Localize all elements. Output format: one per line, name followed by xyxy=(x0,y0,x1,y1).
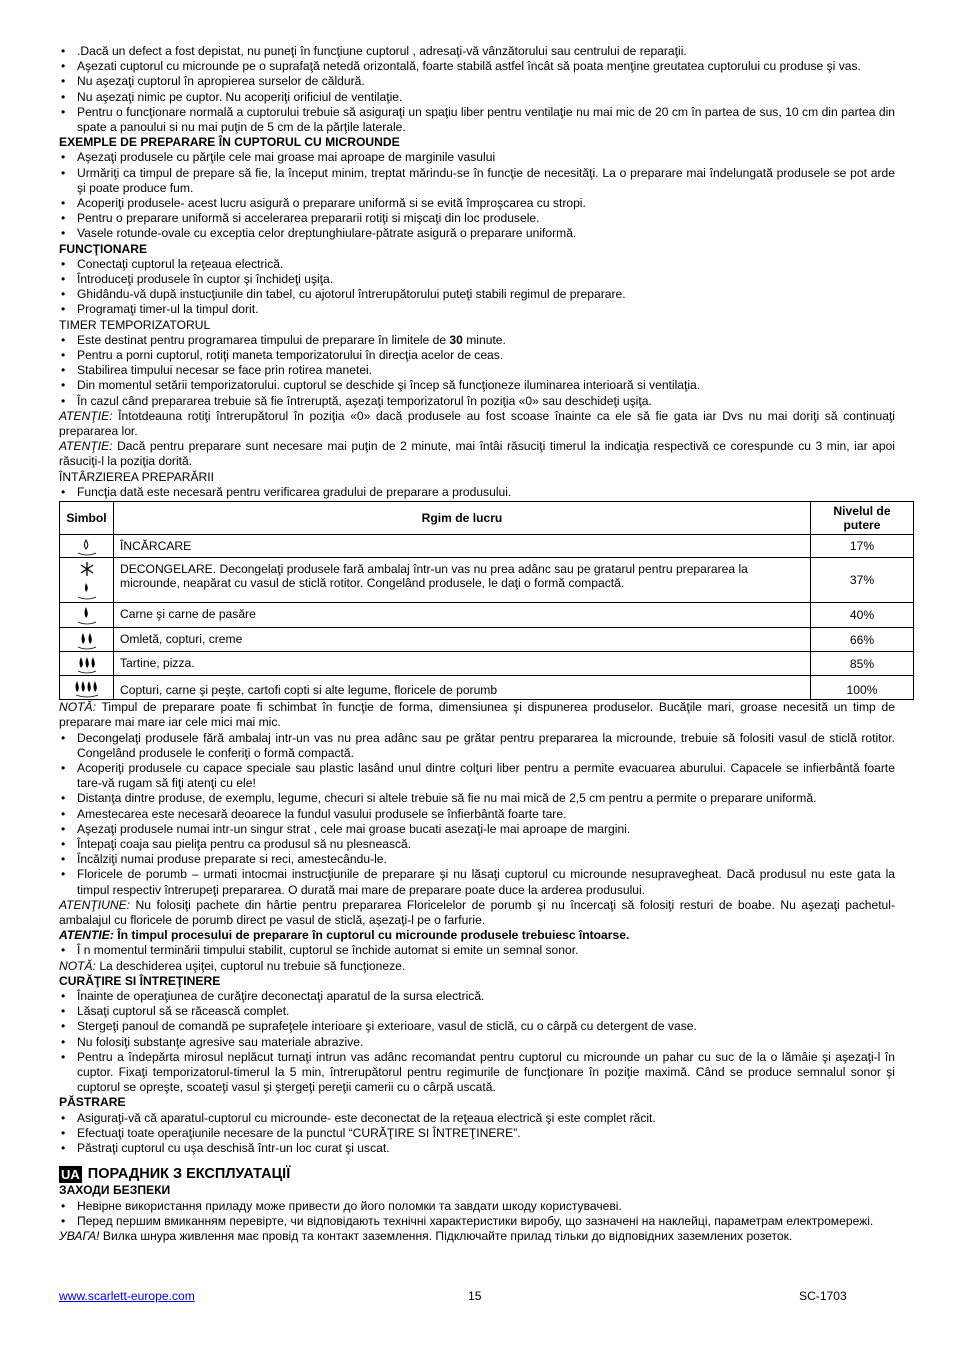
list-item: • Невірне використання приладу може привести до його поломки та завдати шкоду користувачеві. xyxy=(59,1199,895,1214)
list-item: • Aşezaţi produsele cu părţile cele mai groase mai aproape de marginile vasului xyxy=(59,150,895,165)
table-header-row xyxy=(60,502,914,535)
list-item: • Acoperiţi produsele- acest lucru asigură o preparare uniformă si se evită împroşcarea cu stropi. xyxy=(59,196,895,211)
timer-list xyxy=(59,333,895,348)
one-flame-icon xyxy=(60,603,114,628)
list-item: • Este destinat pentru programarea timpului de preparare în limitele de 30 minute. xyxy=(59,333,895,348)
note-1: NOTĂ: Timpul de preparare poate fi schimbat în funcţie de forma, dimensiunea şi dispunerea produselor. Bucăţile mari, groase necesită un timp de preparare mai mare iar cele mici mai mic. xyxy=(59,700,895,730)
list-item: • Stergeţi panoul de comandă pe suprafeţele interioare şi exterioare, vasul de sticlă, cu o cârpă cu detergent de vase. xyxy=(59,1019,895,1034)
attention-note-4: ATENTIE: În timpul procesului de preparare în cuptorul cu microunde produsele trebuiesc întoarse. xyxy=(59,928,630,943)
examples-heading: EXEMPLE DE PREPARARE ÎN CUPTORUL CU MICROUNDE xyxy=(59,135,400,150)
column-header-power: Nivelul de putere xyxy=(811,502,914,535)
storage-heading: PĂSTRARE xyxy=(59,1095,126,1110)
table-row xyxy=(60,652,914,676)
list-item: • Vasele rotunde-ovale cu exceptia celor dreptunghiulare-pătrate asigură o preparare uniformă. xyxy=(59,226,895,241)
page-body xyxy=(59,44,895,1244)
table-row xyxy=(60,558,914,603)
ua-language-badge: UA xyxy=(61,1167,80,1183)
note-2: NOTĂ: La deschiderea uşiţei, cuptorul nu trebuie să funcţioneze. xyxy=(59,958,406,973)
ua-section-title xyxy=(59,1166,895,1183)
list-item: • Din momentul setării temporizatorului. cuptorul se deschide şi încep să funcţioneze iluminarea interioară si ventilaţia. xyxy=(59,378,895,393)
warning-note-ua: УВАГА! Вилка шнура живлення має провід та контакт заземлення. Підключайте прилад тільки до відповідних заземлених розеток. xyxy=(59,1229,793,1243)
list-item: • Păstraţi cuptorul cu uşa deschisă într-un loc curat şi uscat. xyxy=(59,1141,895,1156)
list-item: • Nu aşezaţi cuptorul în apropierea surselor de căldură. xyxy=(59,74,895,89)
delay-list xyxy=(59,485,895,500)
timer-list-rest xyxy=(59,348,895,409)
power-value: 17% xyxy=(811,535,914,558)
table-row xyxy=(60,535,914,558)
table-row xyxy=(60,676,914,700)
list-item: • Î n momentul terminării timpului stabilit, cuptorul se închide automat si emite un semnal sonor. xyxy=(59,943,895,958)
list-item: • Aşezaţi produsele numai intr-un singur strat , cele mai groase bucati asezaţi-le mai aproape de margini. xyxy=(59,822,895,837)
mode-text: Tartine, pizza. xyxy=(114,652,811,676)
end-list xyxy=(59,943,895,958)
list-item: • Asiguraţi-vă că aparatul-cuptorul cu microunde- este deconectat de la reţeaua electrică şi este complet răcit. xyxy=(59,1111,895,1126)
mode-text: ÎNCĂRCARE xyxy=(114,535,811,558)
list-item: • Distanţa dintre produse, de exemplu, legume, checuri si altele trebuie să fie nu mai mică de 2,5 cm pentru a permite o preparare uniformă. xyxy=(59,791,895,806)
power-value: 85% xyxy=(811,652,914,676)
delay-heading: ÎNTÂRZIEREA PREPARĂRII xyxy=(59,469,215,484)
function-heading: FUNCŢIONARE xyxy=(59,241,148,256)
list-item: • .Dacă un defect a fost depistat, nu puneţi în funcţiune cuptorul , adresaţi-vă vânzătorului sau centrului de reparaţii. xyxy=(59,44,895,59)
list-item: • Conectaţi cuptorul la reţeaua electrică. xyxy=(59,257,895,272)
ua-title: ПОРАДНИК З ЕКСПЛУАТАЦІЇ xyxy=(87,1166,291,1183)
two-flames-icon xyxy=(60,628,114,652)
mode-text: Carne şi carne de pasăre xyxy=(114,603,811,628)
list-item: • Floricele de porumb – urmati intocmai instrucţiunile de preparare şi nu lăsaţi cuptorul cu microunde nesupravegheat. Dacă produsul nu este gata la timpul respectiv întrerupeţi prepararea. O durată mai mare de preparare poate duce la arderea produsului. xyxy=(59,867,895,897)
safety-list-ro xyxy=(59,44,895,135)
power-value: 66% xyxy=(811,628,914,652)
website-link[interactable]: www.scarlett-europe.com xyxy=(59,1289,195,1303)
list-item: • Pentru a porni cuptorul, rotiţi maneta temporizatorului în direcţia acelor de ceas. xyxy=(59,348,895,363)
list-item: • Stabilirea timpului necesar se face prin rotirea manetei. xyxy=(59,363,895,378)
attention-note-2: ATENŢIE: Dacă pentru preparare sunt necesare mai puţin de 2 minute, mai întâi răsuciţi timerul la indicaţia respectivă ce corespunde cu 3 min, iar apoi răsuciţi-l la poziţia dorită. xyxy=(59,439,895,469)
list-item: • Pentru o preparare uniformă si accelerarea prepararii rotiţi si mişcaţi din loc produsele. xyxy=(59,211,895,226)
list-item: • Перед першим вмиканням перевірте, чи відповідають технічні характеристики виробу, що зазначені на наклейці, параметрам електромережі. xyxy=(59,1214,895,1229)
four-flames-icon xyxy=(60,676,114,700)
safety-list-ua xyxy=(59,1199,895,1229)
list-item: • Pentru a îndepărta mirosul neplăcut turnaţi intrun vas adânc recomandat pentru cuptorul cu microunde un pahar cu suc de la o lămâie şi aşezaţi-l în cuptor. Fixaţi temporizatorul-timerul la 5 min, întrerupătorul pentru regimurile de funcţionare în poziţie maximă. Când se produce semnalul sonor şi cuptorul se opreşte, scoateţi vasul şi ştergeţi pereţii camerii cu o cârpă uscată. xyxy=(59,1050,895,1096)
cleaning-heading: CURĂŢIRE SI ÎNTREŢINERE xyxy=(59,973,221,988)
storage-list xyxy=(59,1111,895,1157)
examples-list xyxy=(59,150,895,241)
model-number: SC-1703 xyxy=(799,1289,847,1303)
list-item: • În cazul când prepararea trebuie să fie întreruptă, aşezaţi temporizatorul în poziţia «0» sau deschideţi uşiţa. xyxy=(59,394,895,409)
list-item: • Decongelaţi produsele fără ambalaj intr-un vas nu prea adânc sau pe grătar pentru prepararea la microunde, trebuie să folositi vasul de sticlă rotitor. Congelând produsele le conferiţi o formă compactă. xyxy=(59,731,895,761)
list-item: • Întepaţi coaja sau pieliţa pentru ca produsul să nu plesnească. xyxy=(59,837,895,852)
table-row xyxy=(60,603,914,628)
heating-flame-outline-icon xyxy=(60,535,114,558)
list-item: • Acoperiţi produsele cu capace speciale sau plastic lasând unul dintre colţuri liber pentru a permite evacuarea aburului. Capacele se infierbântă foarte tare-vă rugam să fiţi atenţi cu ele! xyxy=(59,761,895,791)
column-header-symbol: Simbol xyxy=(60,502,114,535)
mode-text: Copturi, carne şi peşte, cartofi copti si alte legume, floricele de porumb xyxy=(114,676,811,700)
list-item: • Amestecarea este necesară deoarece la fundul vasului produsele se înfierbântă foarte tare. xyxy=(59,807,895,822)
list-item: • Urmăriţi ca timpul de prepare să fie, la început minim, treptat mărindu-se în funcţie de necesităţi. La o preparare mai îndelungată produsele se pot arde şi poate produce fum. xyxy=(59,166,895,196)
list-item: • Înainte de operaţiunea de curăţire deconectaţi aparatul de la sursa electrică. xyxy=(59,989,895,1004)
safety-heading-ua: ЗАХОДИ БЕЗПЕКИ xyxy=(59,1183,171,1198)
list-item: • Ghidându-vă după instucţiunile din tabel, cu ajotorul întrerupătorului puteţi stabili regimul de preparare. xyxy=(59,287,895,302)
list-item: • Încălziţi numai produse preparate si reci, amestecându-le. xyxy=(59,852,895,867)
power-value: 37% xyxy=(811,558,914,603)
page-number: 15 xyxy=(468,1289,482,1303)
mode-text: DECONGELARE. Decongelaţi produsele fară ambalaj într-un vas nu prea adânc sau pe gratarul pentru prepararea la microunde, neapărat cu vasul de sticlă rotitor. Congelând produsele, le daţi o formă compactă. xyxy=(114,558,811,603)
defrost-snowflake-icon xyxy=(60,558,114,603)
list-item: • Funcţia dată este necesară pentru verificarea gradului de preparare a produsului. xyxy=(59,485,895,500)
attention-note-3: ATENŢIUNE: Nu folosiţi pachete din hârtie pentru prepararea Floricelelor de porumb şi nu încercaţi să folosiţi resturi de boabe. Nu aşezaţi pachetul-ambalajul cu floricele de porumb direct pe vasul de sticlă, aşezaţi-l pe o farfurie. xyxy=(59,897,895,927)
list-item: • Nu folosiţi substanţe agresive sau materiale abrazive. xyxy=(59,1035,895,1050)
tips-list xyxy=(59,731,895,898)
attention-note-1: ATENŢIE: Întotdeauna rotiţi întrerupătorul în poziţia «0» dacă produsele au fost scoase înainte ca ele să fie gata iar Dvs nu mai doriţi să continuaţi prepararea lor. xyxy=(59,408,895,439)
mode-text: Omletă, copturi, creme xyxy=(114,628,811,652)
cleaning-list xyxy=(59,989,895,1095)
power-modes-table xyxy=(59,501,914,700)
list-item: • Lăsaţi cuptorul să se răcească complet. xyxy=(59,1004,895,1019)
timer-heading: TIMER TEMPORIZATORUL xyxy=(59,317,211,332)
list-item: • Programaţi timer-ul la timpul dorit. xyxy=(59,302,895,317)
list-item: • Pentru o funcţionare normală a cuptorului trebuie să asiguraţi un spaţiu liber pentru ventilaţie nu mai mic de 20 cm în partea de sus, 10 cm din partea din spate a panoului si nu mai puţin de 5 cm de la părţile laterale. xyxy=(59,105,895,135)
power-value: 100% xyxy=(811,676,914,700)
column-header-mode: Rgim de lucru xyxy=(114,502,811,535)
list-item: • Nu aşezaţi nimic pe cuptor. Nu acoperiţi orificiul de ventilaţie. xyxy=(59,90,895,105)
list-item: • Aşezati cuptorul cu microunde pe o suprafaţă netedă orizontală, foarte stabilă astfel încât să poata menţine greutatea cuptorului cu produse şi vas. xyxy=(59,59,895,74)
table-row xyxy=(60,628,914,652)
function-list xyxy=(59,257,895,318)
list-item: • Efectuaţi toate operaţiunile necesare de la punctul “CURĂŢIRE SI ÎNTREŢINERE”. xyxy=(59,1126,895,1141)
power-value: 40% xyxy=(811,603,914,628)
list-item: • Întroduceţi produsele în cuptor şi închideţi uşiţa. xyxy=(59,272,895,287)
three-flames-icon xyxy=(60,652,114,676)
